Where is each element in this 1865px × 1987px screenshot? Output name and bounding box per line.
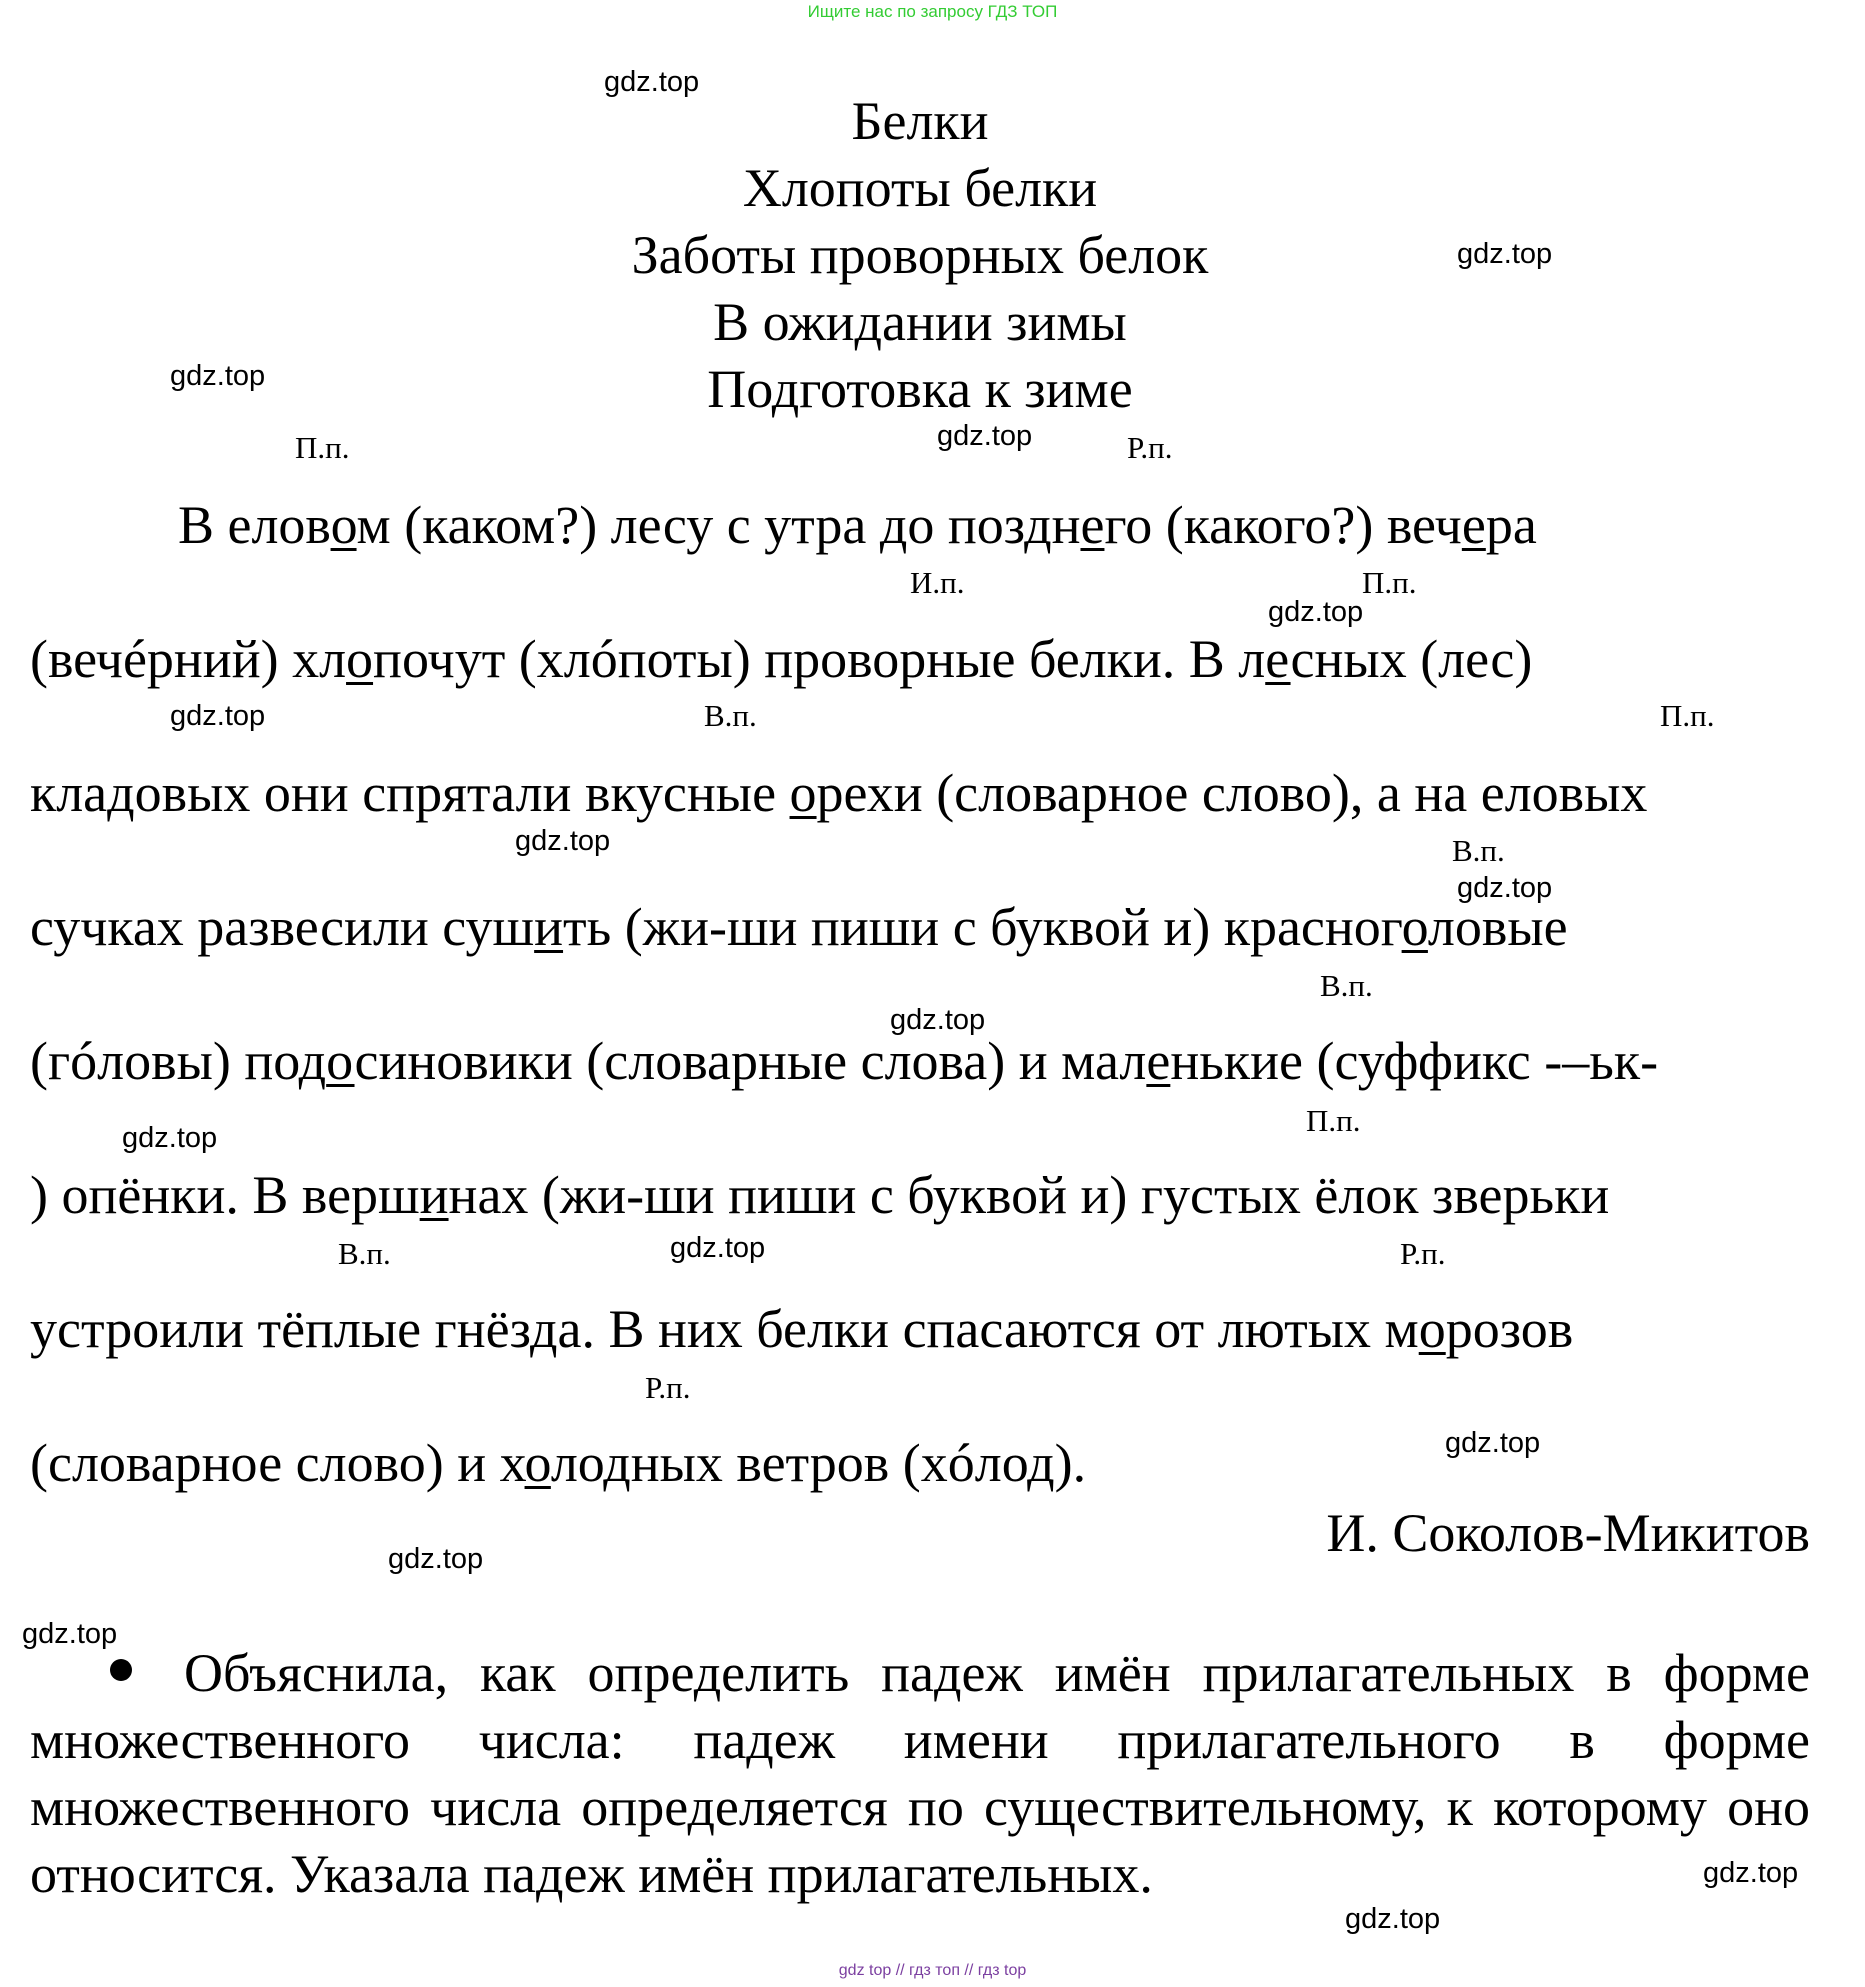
highlighted-letter: и: [534, 897, 564, 957]
watermark: gdz.top: [122, 1122, 218, 1154]
title-block: [0, 88, 1840, 423]
highlighted-letter: о: [326, 1031, 355, 1091]
case-label: П.п.: [1660, 698, 1715, 733]
watermark: gdz.top: [22, 1618, 118, 1650]
title-line: Хлопоты белки: [742, 158, 1098, 218]
watermark: gdz.top: [1703, 1857, 1799, 1889]
highlighted-letter: о: [346, 629, 374, 689]
case-label: П.п.: [1306, 1103, 1361, 1138]
case-label: В.п.: [1320, 968, 1373, 1003]
watermark: gdz.top: [1445, 1427, 1541, 1459]
highlighted-letter: о: [524, 1433, 551, 1493]
footer-banner: gdz top // гдз топ // гдз top: [838, 1962, 1027, 1979]
case-label: И.п.: [910, 565, 965, 600]
author: И. Соколов-Микитов: [1326, 1503, 1810, 1563]
watermark: gdz.top: [388, 1543, 484, 1575]
text-line: кладовых они спрятали вкусные орехи (словарное слово), а на еловых: [30, 763, 1648, 823]
watermark: gdz.top: [515, 825, 611, 857]
highlighted-letter: е: [1080, 495, 1105, 555]
title-line: В ожидании зимы: [713, 292, 1127, 352]
watermark: gdz.top: [890, 1004, 986, 1036]
text-line: сучках развесили сушить (жи-ши пиши с буквой и) красноголовые: [30, 897, 1568, 957]
explanation-paragraph: Объяснила, как определить падеж имён прилагательных в форме множественного числа: падеж имени прилагательного в форме множественного числа определяется по существительному, к которому оно относится. Указала падеж имён прилагательных.: [30, 1643, 1810, 1904]
watermark: gdz.top: [604, 66, 700, 98]
highlighted-letter: о: [1401, 897, 1428, 957]
header-banner: Ищите нас по запросу ГДЗ ТОП: [807, 2, 1058, 21]
case-label: Р.п.: [1127, 430, 1173, 465]
case-label: Р.п.: [645, 1370, 691, 1405]
watermark: gdz.top: [1457, 872, 1553, 904]
highlighted-letter: о: [1418, 1299, 1446, 1359]
watermark: gdz.top: [1345, 1903, 1441, 1935]
watermark: gdz.top: [670, 1232, 766, 1264]
text-line: устроили тёплые гнёзда. В них белки спасаются от лютых морозов: [30, 1299, 1574, 1359]
case-label: П.п.: [1362, 565, 1417, 600]
text-line: (словарное слово) и холодных ветров (хóлод).: [30, 1433, 1087, 1493]
highlighted-letter: о: [330, 495, 357, 555]
bullet-icon: [110, 1659, 132, 1681]
case-label: Р.п.: [1400, 1236, 1446, 1271]
case-label: П.п.: [295, 430, 350, 465]
text-line: (гóловы) подосиновики (словарные слова) и маленькие (суффикс -–ьк-: [30, 1031, 1659, 1091]
watermark: gdz.top: [170, 700, 266, 732]
case-label: В.п.: [338, 1236, 391, 1271]
watermark: gdz.top: [937, 420, 1033, 452]
highlighted-letter: и: [419, 1165, 449, 1225]
case-label: В.п.: [1452, 833, 1505, 868]
watermark: gdz.top: [1457, 238, 1553, 270]
case-label: В.п.: [704, 698, 757, 733]
title-line: Подготовка к зиме: [707, 359, 1133, 419]
text-line: ) опёнки. В вершинах (жи-ши пиши с буквой и) густых ёлок зверьки: [30, 1165, 1610, 1225]
watermark: gdz.top: [170, 360, 266, 392]
highlighted-letter: е: [1146, 1031, 1171, 1091]
highlighted-letter: е: [1461, 495, 1486, 555]
text-line: В еловом (каком?) лесу с утра до позднего (какого?) вечера: [178, 495, 1537, 555]
highlighted-letter: е: [1265, 629, 1291, 689]
watermark: gdz.top: [1268, 596, 1364, 628]
highlighted-letter: о: [789, 763, 817, 823]
text-line: (вечéрний) хлопочут (хлóпоты) проворные белки. В лесных (лес): [30, 629, 1533, 689]
title-line: Белки: [851, 91, 989, 151]
title-line: Заботы проворных белок: [631, 225, 1209, 285]
